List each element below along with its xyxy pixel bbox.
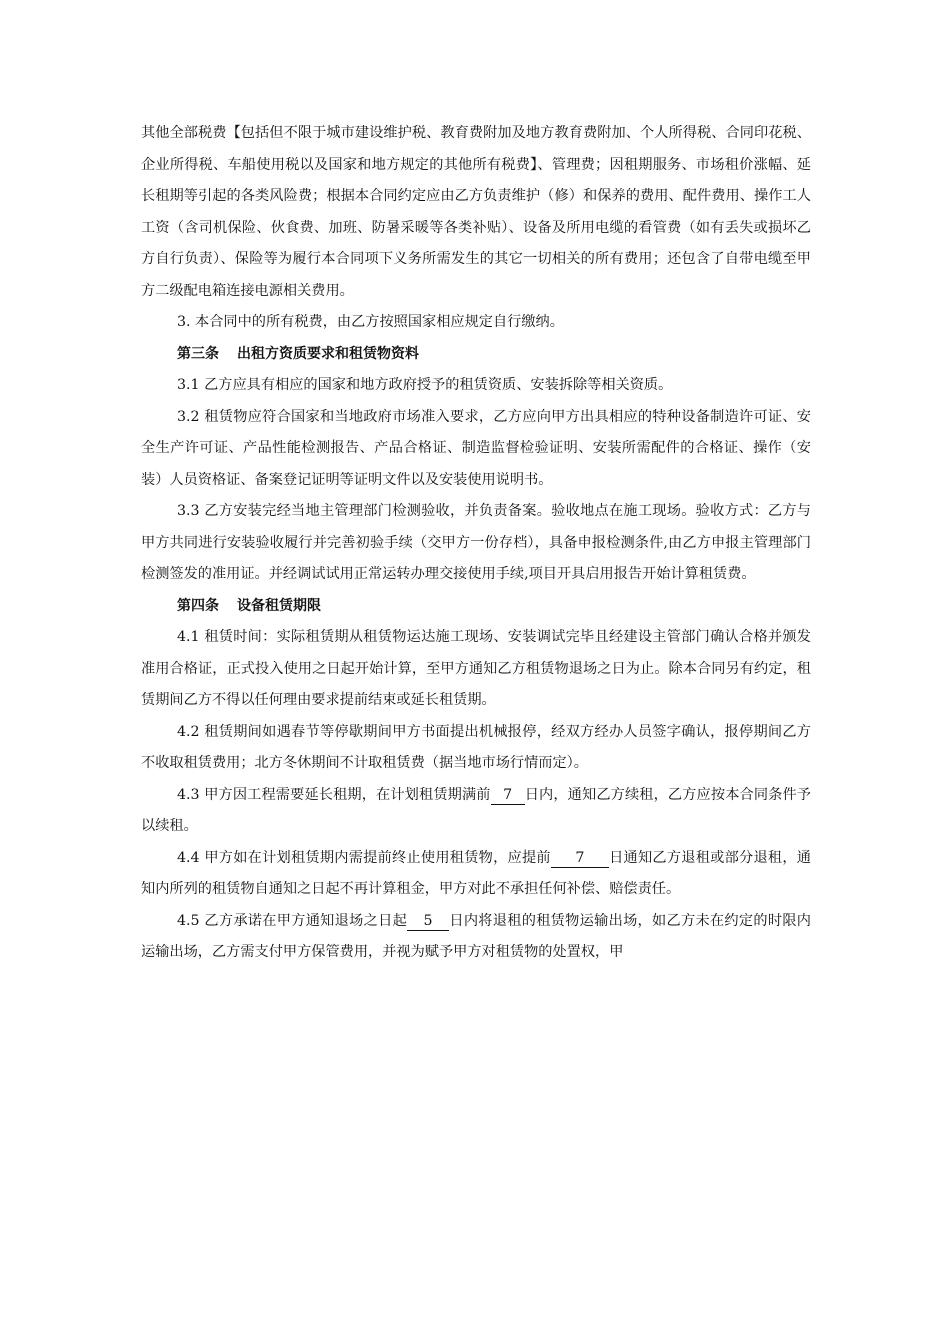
clause-4-5-text-a: 4.5 乙方承诺在甲方通知退场之日起	[177, 912, 408, 929]
clause-4-3	[141, 780, 811, 843]
article-3-title: 出租方资质要求和租赁物资料	[237, 345, 419, 362]
contract-body	[141, 118, 811, 969]
article-4-heading	[141, 591, 811, 623]
article-4-number: 第四条	[177, 597, 219, 614]
termination-notice-days-blank: 7	[551, 849, 609, 868]
article-4-title: 设备租赁期限	[237, 597, 321, 614]
clause-3-3: 3.3 乙方安装完经当地主管理部门检测验收，并负责备案。验收地点在施工现场。验收方式：乙方与甲方共同进行安装验收履行并完善初验手续（交甲方一份存档），具备申报检测条件,由乙方申报主管理部门检测签发的准用证。并经调试试用正常运转办理交接使用手续,项目开具启用报告开始计算租赁费。	[141, 503, 811, 582]
clause-4-4	[141, 843, 811, 906]
renewal-notice-days-blank: 7	[491, 786, 525, 805]
clause-3-1: 3.1 乙方应具有相应的国家和地方政府授予的租赁资质、安装拆除等相关资质。	[177, 377, 673, 393]
article-3-heading	[141, 339, 811, 371]
removal-days-blank: 5	[407, 912, 449, 931]
clause-4-5-text-b: 日内将退租的租赁物运输出场，如乙方未在约定的时限内运输出场，乙方需支付甲方保管费用，并视为赋予甲方对租赁物的处置权，甲	[141, 912, 811, 960]
clause-4-3-text-b: 日内，通知乙方续租，乙方应按本合同条件予以续租。	[141, 786, 811, 834]
clause-4-1: 4.1 租赁时间：实际租赁期从租赁物运达施工现场、安装调试完毕且经建设主管部门确认合格并颁发准用合格证，正式投入使用之日起开始计算，至甲方通知乙方租赁物退场之日为止。除本合同另有约定，租赁期间乙方不得以任何理由要求提前结束或延长租赁期。	[141, 629, 811, 708]
article-3-number: 第三条	[177, 345, 219, 362]
paragraph-taxes-fees: 其他全部税费【包括但不限于城市建设维护税、教育费附加及地方教育费附加、个人所得税、合同印花税、企业所得税、车船使用税以及国家和地方规定的其他所有税费】、管理费；因租期服务、市场租价涨幅、延长租期等引起的各类风险费；根据本合同约定应由乙方负责维护（修）和保养的费用、配件费用、操作工人工资（含司机保险、伙食费、加班、防暑采暖等各类补贴）、设备及所用电缆的看管费（如有丢失或损坏乙方自行负责）、保险等为履行本合同项下义务所需发生的其它一切相关的所有费用；还包含了自带电缆至甲方二级配电箱连接电源相关费用。	[141, 125, 811, 299]
clause-4-2: 4.2 租赁期间如遇春节等停歇期间甲方书面提出机械报停，经双方经办人员签字确认，报停期间乙方不收取租赁费用；北方冬休期间不计取租赁费（据当地市场行情而定）。	[141, 723, 811, 771]
clause-3-2: 3.2 租赁物应符合国家和当地政府市场准入要求，乙方应向甲方出具相应的特种设备制造许可证、安全生产许可证、产品性能检测报告、产品合格证、制造监督检验证明、安装所需配件的合格证、操作（安装）人员资格证、备案登记证明等证明文件以及安装使用说明书。	[141, 408, 811, 488]
clause-4-4-text-a: 4.4 甲方如在计划租赁期内需提前终止使用租赁物，应提前	[177, 849, 551, 866]
clause-4-5	[141, 906, 811, 969]
clause-4-3-text-a: 4.3 甲方因工程需要延长租期，在计划租赁期满前	[177, 786, 491, 803]
clause-4-4-text-b: 日通知乙方退租或部分退租，通知内所列的租赁物自通知之日起不再计算租金，甲方对此不承担任何补偿、赔偿责任。	[141, 849, 811, 897]
paragraph-3: 3. 本合同中的所有税费，由乙方按照国家相应规定自行缴纳。	[177, 314, 564, 330]
